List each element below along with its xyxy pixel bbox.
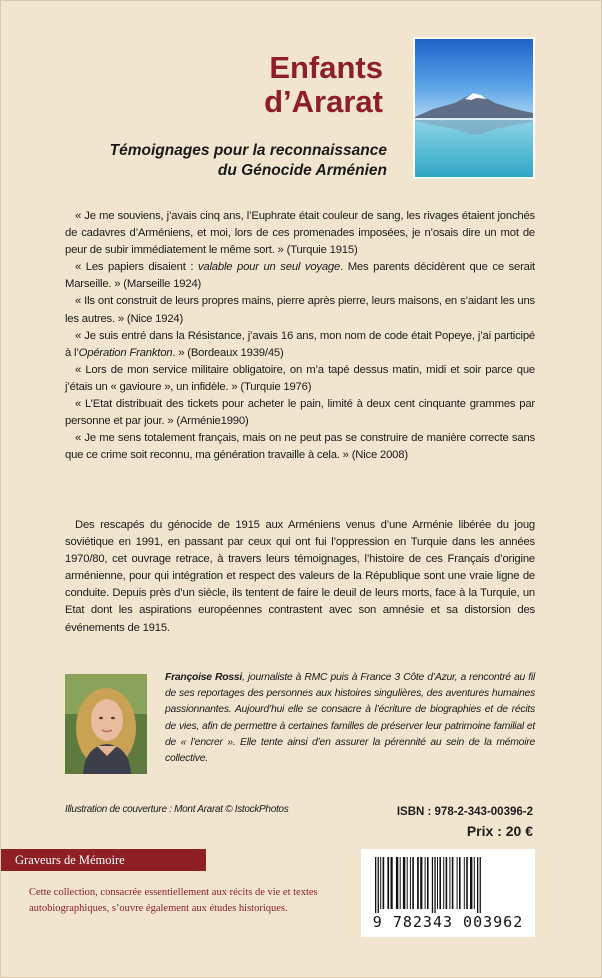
barcode-bar [383, 857, 385, 909]
author-portrait-photo [65, 674, 147, 774]
barcode-bar [420, 857, 422, 909]
barcode-bar [470, 857, 472, 909]
author-bio: Françoise Rossi, journaliste à RMC puis à France 3 Côte d’Azur, a rencontré au fil de ses reportages des personnes aux histoires singulières, des aventures humaines passionnantes. Aujourd’hui elle se consacre à l’écriture de biographies et de récits de vies, afin de permettre à certaines familles de préserver leur patrimoine familial et de « l’encrer ». Elle tente ainsi d’en assurer la pérennité au sein de la mémoire collective. [165, 672, 535, 765]
barcode-bar [391, 857, 393, 909]
barcode [361, 849, 535, 937]
barcode-bar [439, 857, 441, 909]
testimonial-quotes [65, 208, 535, 464]
quote-6: « L’Etat distribuait des tickets pour acheter le pain, limité à deux cent cinquante grammes par personne et par jour. » (Arménie1990) [65, 398, 535, 428]
subtitle-line-2: du Génocide Arménien [217, 162, 387, 179]
illustration-credit: Illustration de couverture : Mont Ararat © IstockPhotos [65, 804, 289, 815]
isbn: ISBN : 978-2-343-00396-2 [396, 806, 533, 818]
book-subtitle [110, 141, 387, 181]
mountain-lake-photo [413, 37, 535, 179]
subtitle-line-1: Témoignages pour la reconnaissance [109, 142, 387, 159]
barcode-bar [417, 857, 419, 909]
barcode-bar [474, 857, 475, 909]
barcode-bar [410, 857, 411, 909]
barcode-bar [452, 857, 454, 909]
barcode-bar [449, 857, 450, 909]
quote-1: « Je me souviens, j’avais cinq ans, l’Euphrate était couleur de sang, les rivages étaient jonchés de cadavres d’Arméniens, et moi, lors de ces promenades imposées, je n’osais dire un mot de peur de subir immédiatement le même sort. » (Turquie 1915) [65, 210, 535, 257]
barcode-bar [434, 857, 435, 913]
barcode-bar [380, 857, 381, 909]
collection-description: Cette collection, consacrée essentiellement aux récits de vie et textes autobiographiques, s’ouvre également aux études historiques. [29, 887, 318, 914]
barcode-bar [375, 857, 376, 913]
collection-name: Graveurs de Mémoire [1, 849, 206, 871]
barcode-bar [464, 857, 465, 909]
barcode-bar [437, 857, 438, 909]
quote-3: « Ils ont construit de leurs propres mains, pierre après pierre, leurs maisons, en s’aidant les uns les autres. » (Nice 1924) [65, 295, 535, 325]
barcode-bar [443, 857, 444, 909]
barcode-digits: 9 782343 003962 [372, 913, 524, 931]
price: Prix : 20 € [466, 823, 533, 839]
barcode-bar [480, 857, 481, 913]
quote-7: « Je me sens totalement français, mais on ne peut pas se construire de manière correcte sans que ce crime soit reconnu, ma génération travaille à cela. » (Nice 2008) [65, 432, 535, 462]
quote-5: « Lors de mon service militaire obligatoire, on m’a tapé dessus matin, midi et soir parce que j’étais un « gavioure », un infidèle. » (Turquie 1976) [65, 363, 535, 393]
title-line-2: d’Ararat [264, 84, 383, 119]
barcode-bar [432, 857, 433, 913]
barcode-bar [387, 857, 389, 909]
barcode-bar [459, 857, 461, 909]
author-name: Françoise Rossi [165, 672, 243, 683]
barcode-bar [427, 857, 429, 909]
barcode-bar [457, 857, 458, 909]
barcode-bar [396, 857, 398, 909]
book-title [264, 51, 383, 119]
barcode-bar [425, 857, 426, 909]
barcode-bar [378, 857, 379, 913]
book-summary: Des rescapés du génocide de 1915 aux Arméniens venus d’une Arménie libérée du joug soviétique en 1991, en passant par ceux qui ont fui l’oppression en Turquie dans les années 1970/80, cet ouvrage retrace, à travers leurs témoignages, l’histoire de ces Français d’origine arménienne, pour qui intégration et respect des valeurs de la République sont une vraie ligne de conduite. Depuis près d’un siècle, ils tentent de faire le deuil de leurs morts, face à la Turquie, un Etat dont les aspirations européennes contrastent avec son amnésie et sa distorsion des événements de 1915. [65, 519, 535, 634]
barcode-bar [403, 857, 405, 909]
quote-4: « Je suis entré dans la Résistance, j’avais 16 ans, mon nom de code était Popeye, j’ai participé à l’Opération Frankton. » (Bordeaux 1939/45) [65, 329, 535, 359]
barcode-bar [466, 857, 468, 909]
title-line-1: Enfants [269, 50, 383, 85]
barcode-bar [407, 857, 408, 909]
barcode-bar [477, 857, 478, 913]
barcode-bar [412, 857, 414, 909]
barcode-bar [446, 857, 448, 909]
barcode-bars [371, 857, 525, 913]
barcode-bar [400, 857, 401, 909]
quote-2: « Les papiers disaient : valable pour un seul voyage. Mes parents décidèrent que ce serait Marseille. » (Marseille 1924) [65, 261, 535, 291]
